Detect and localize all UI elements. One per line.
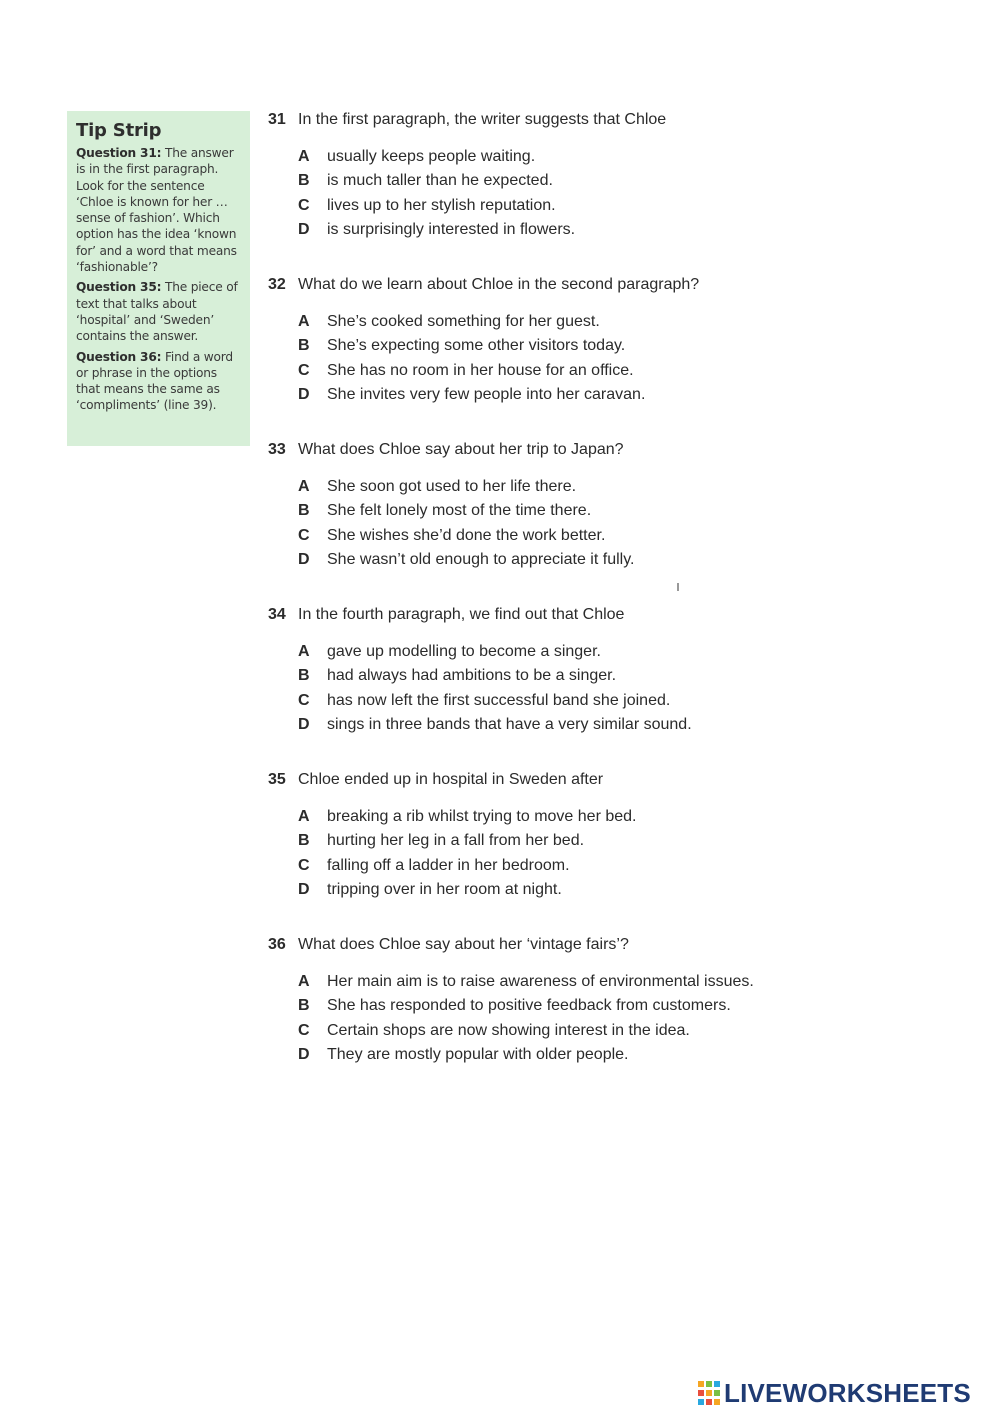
option-b[interactable] [268, 334, 828, 358]
option-c[interactable] [268, 194, 828, 218]
option-letter: B [298, 667, 310, 685]
option-d[interactable] [268, 548, 828, 572]
option-d[interactable] [268, 383, 828, 407]
option-text: is much taller than he expected. [327, 172, 553, 190]
option-text: falling off a ladder in her bedroom. [327, 856, 570, 874]
option-letter: B [298, 172, 310, 190]
question-text: What do we learn about Chloe in the second paragraph? [298, 276, 700, 293]
question-32 [268, 274, 828, 407]
question-stem [268, 109, 828, 131]
option-b[interactable] [268, 169, 828, 193]
question-36 [268, 934, 828, 1067]
option-a[interactable] [268, 310, 828, 334]
option-letter: B [298, 502, 310, 520]
option-list [268, 310, 828, 407]
option-d[interactable] [268, 878, 828, 902]
option-text: usually keeps people waiting. [327, 148, 536, 165]
tip-strip [67, 111, 250, 446]
option-text: They are mostly popular with older people. [327, 1045, 629, 1063]
question-text: In the first paragraph, the writer suggests that Chloe [298, 111, 667, 128]
question-stem [268, 934, 828, 956]
tip-text: The answer is in the first paragraph. Look for the sentence ‘Chloe is known for her … sense of fashion’. Which option has the idea ‘known for’ and a word that means ‘fashionable’? [76, 146, 237, 275]
option-list [268, 805, 828, 902]
tip-question-35 [76, 279, 242, 344]
option-letter: C [298, 691, 310, 709]
option-text: She has no room in her house for an office. [327, 361, 634, 379]
option-text: She has responded to positive feedback from customers. [327, 997, 731, 1015]
question-34 [268, 604, 828, 737]
option-d[interactable] [268, 713, 828, 737]
option-letter: D [298, 715, 310, 733]
question-35 [268, 769, 828, 902]
option-letter: D [298, 880, 310, 898]
liveworksheets-logo-icon [698, 1381, 720, 1405]
option-text: hurting her leg in a fall from her bed. [327, 832, 585, 850]
question-stem [268, 274, 828, 296]
option-letter: A [298, 313, 310, 330]
option-letter: A [298, 808, 310, 825]
question-number: 32 [268, 276, 286, 293]
option-c[interactable] [268, 689, 828, 713]
option-text: Certain shops are now showing interest in the idea. [327, 1021, 690, 1039]
liveworksheets-brand [698, 1378, 971, 1408]
option-text: She soon got used to her life there. [327, 478, 577, 495]
option-letter: D [298, 385, 310, 403]
option-letter: D [298, 550, 310, 568]
question-number: 35 [268, 771, 286, 788]
option-text: had always had ambitions to be a singer. [327, 667, 617, 685]
option-letter: B [298, 832, 310, 850]
option-b[interactable] [268, 664, 828, 688]
option-b[interactable] [268, 499, 828, 523]
liveworksheets-wordmark: LIVEWORKSHEETS [724, 1377, 971, 1408]
question-number: 33 [268, 441, 286, 458]
option-letter: D [298, 1045, 310, 1063]
option-letter: A [298, 973, 310, 990]
option-list [268, 145, 828, 242]
tip-label: Question 31: [76, 146, 162, 160]
option-a[interactable] [268, 640, 828, 664]
option-text: She invites very few people into her caravan. [327, 385, 646, 403]
tip-question-31 [76, 145, 242, 275]
option-c[interactable] [268, 1019, 828, 1043]
option-letter: D [298, 220, 310, 238]
option-text: lives up to her stylish reputation. [327, 196, 556, 214]
tip-strip-title: Tip Strip [76, 120, 162, 141]
tip-question-36 [76, 349, 242, 414]
option-c[interactable] [268, 359, 828, 383]
question-stem [268, 604, 828, 626]
tip-text: Find a word or phrase in the options that means the same as ‘compliments’ (line 39). [76, 349, 233, 413]
option-list [268, 640, 828, 737]
option-text: sings in three bands that have a very similar sound. [327, 715, 692, 733]
option-letter: C [298, 1021, 310, 1039]
option-text: tripping over in her room at night. [327, 880, 562, 898]
option-b[interactable] [268, 829, 828, 853]
option-list [268, 970, 828, 1067]
question-text: What does Chloe say about her ‘vintage fairs’? [298, 936, 629, 953]
option-c[interactable] [268, 854, 828, 878]
option-letter: C [298, 856, 310, 874]
option-text: gave up modelling to become a singer. [327, 643, 601, 660]
tip-label: Question 35: [76, 280, 162, 295]
option-letter: A [298, 478, 310, 495]
option-letter: C [298, 196, 310, 214]
option-b[interactable] [268, 994, 828, 1018]
option-text: Her main aim is to raise awareness of environmental issues. [327, 973, 754, 990]
option-letter: B [298, 997, 310, 1015]
option-text: She’s expecting some other visitors today. [327, 337, 626, 355]
question-number: 34 [268, 606, 286, 623]
option-a[interactable] [268, 970, 828, 994]
option-list [268, 475, 828, 572]
option-text: breaking a rib whilst trying to move her bed. [327, 808, 637, 825]
option-d[interactable] [268, 218, 828, 242]
option-text: She wasn’t old enough to appreciate it fully. [327, 550, 635, 568]
question-number: 36 [268, 936, 286, 953]
question-stem [268, 439, 828, 461]
question-stem [268, 769, 828, 791]
option-text: is surprisingly interested in flowers. [327, 220, 576, 238]
question-text: In the fourth paragraph, we find out that Chloe [298, 606, 625, 623]
question-33 [268, 439, 828, 572]
question-text: Chloe ended up in hospital in Sweden after [298, 771, 604, 788]
option-text: She’s cooked something for her guest. [327, 313, 600, 330]
option-a[interactable] [268, 145, 828, 169]
question-text: What does Chloe say about her trip to Japan? [298, 441, 624, 458]
option-letter: A [298, 148, 310, 165]
option-a[interactable] [268, 805, 828, 829]
option-letter: C [298, 526, 310, 544]
tip-text: The piece of text that talks about ‘hospital’ and ‘Sweden’ contains the answer. [76, 280, 238, 344]
option-text: She felt lonely most of the time there. [327, 502, 592, 520]
question-number: 31 [268, 111, 286, 128]
tip-label: Question 36: [76, 349, 162, 364]
scan-mark [677, 583, 679, 591]
option-c[interactable] [268, 524, 828, 548]
option-letter: C [298, 361, 310, 379]
option-a[interactable] [268, 475, 828, 499]
option-letter: B [298, 337, 310, 355]
question-31 [268, 109, 828, 242]
option-d[interactable] [268, 1043, 828, 1067]
option-text: has now left the first successful band she joined. [327, 691, 671, 709]
option-text: She wishes she’d done the work better. [327, 526, 606, 544]
option-letter: A [298, 643, 310, 660]
